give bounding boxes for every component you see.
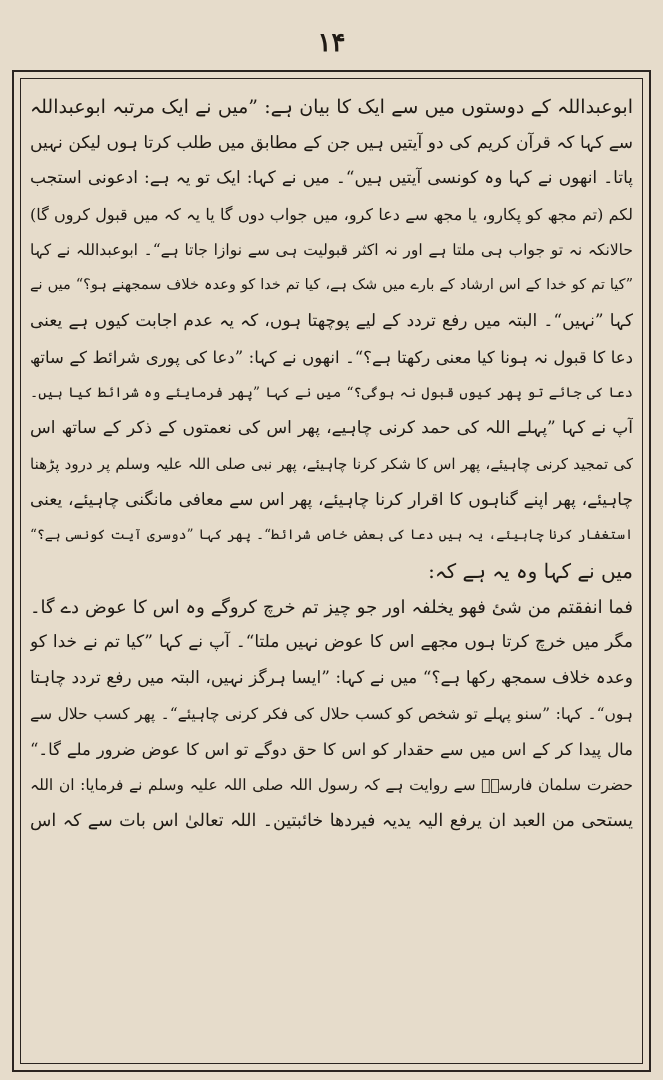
- text-line: کی تمجید کرنی چاہیئے، پھر اس کا شکر کرنا چاہیئے، پھر نبی صلی اللہ علیہ وسلم پر درود پڑھنا: [30, 454, 633, 473]
- text-line: یستحی من العبد ان یرفع الیہ یدیہ فیردھا خائبتین۔ اللہ تعالیٰ اس بات سے کہ اس: [30, 810, 633, 831]
- text-line: دعا کا قبول نہ ہونا کیا معنی رکھتا ہے؟“۔ انھوں نے کہا: ”دعا کی پوری شرائط کے ساتھ: [30, 347, 633, 367]
- text-line: پاتا۔ انھوں نے کہا وہ کونسی آیتیں ہیں“۔ میں نے کہا: ایک تو یہ ہے: ادعونی استجب: [30, 168, 633, 189]
- text-line: ابوعبداللہ کے دوستوں میں سے ایک کا بیان ہے: ”میں نے ایک مرتبہ ابوعبداللہ: [30, 96, 633, 118]
- text-line: سے کہا کہ قرآن کریم کی دو آیتیں ہیں جن کے مطابق میں طلب کرتا ہوں لیکن نہیں: [30, 132, 633, 153]
- text-line: ”کیا تم کو خدا کے اس ارشاد کے بارے میں شک ہے، کیا تم خدا کو وعدہ خلاف سمجھنے ہو؟“ میں نے: [30, 277, 633, 294]
- page-number: ۱۴: [317, 28, 346, 58]
- body-text: [30, 90, 633, 1050]
- text-line: استغفار کرنا چاہیئے، یہ ہیں دعا کی بعض خاص شرائط“۔ پھر کہا ”دوسری آیت کونسی ہے؟“: [30, 527, 633, 544]
- quran-verse-line: فما انفقتم من شئ فھو یخلفہ اور جو چیز تم خرچ کروگے وہ اس کا عوض دے گا۔: [30, 596, 633, 618]
- text-line: مال پیدا کر کے اس میں سے حقدار کو اس کا حق دوگے تو اس کا عوض ضرور ملے گا۔“: [30, 740, 633, 760]
- text-line: لکم (تم مجھ کو پکارو، یا مجھ سے دعا کرو، میں جواب دوں گا یا یہ کہ میں قبول کروں گا): [30, 205, 633, 225]
- text-line: وعدہ خلاف سمجھ رکھا ہے؟“ میں نے کہا: ”ایسا ہرگز نہیں، البتہ میں رفع تردد چاہتا: [30, 668, 633, 688]
- text-line: مگر میں خرچ کرتا ہوں مجھے اس کا عوض نہیں ملتا“۔ آپ نے کہا ”کیا تم نے خدا کو: [30, 632, 633, 653]
- text-line: حضرت سلمان فارسیؓ سے روایت ہے کہ رسول اللہ صلی اللہ علیہ وسلم نے فرمایا: ان اللہ: [30, 776, 633, 795]
- text-line: ہوں“۔ کہا: ”سنو پہلے تو شخص کو کسب حلال کی فکر کرنی چاہیئے“۔ پھر کسب حلال سے: [30, 704, 633, 723]
- text-line: دعا کی جائے تو پھر کیوں قبول نہ ہوگی؟“ میں نے کہا ”پھر فرمایئے وہ شرائط کیا ہیں۔: [30, 384, 633, 401]
- text-line: میں نے کہا وہ یہ ہے کہ:: [428, 558, 633, 583]
- text-line: چاہیئے، پھر اپنے گناہوں کا اقرار کرنا چاہیئے، پھر اس سے معافی مانگنی چاہیئے، یعنی: [30, 489, 633, 510]
- text-line: حالانکہ نہ تو جواب ہی ملتا ہے اور نہ اکثر قبولیت ہی سے نوازا جاتا ہے“۔ ابوعبداللہ نے کہا: [30, 240, 633, 259]
- text-line: کہا ”نہیں“۔ البتہ میں رفع تردد کے لیے پوچھتا ہوں، کہ یہ عدم اجابت کیوں ہے یعنی: [30, 311, 633, 332]
- text-line: آپ نے کہا ”پہلے اللہ کی حمد کرنی چاہیے، پھر اس کی نعمتوں کے ذکر کے ساتھ اس: [30, 418, 633, 439]
